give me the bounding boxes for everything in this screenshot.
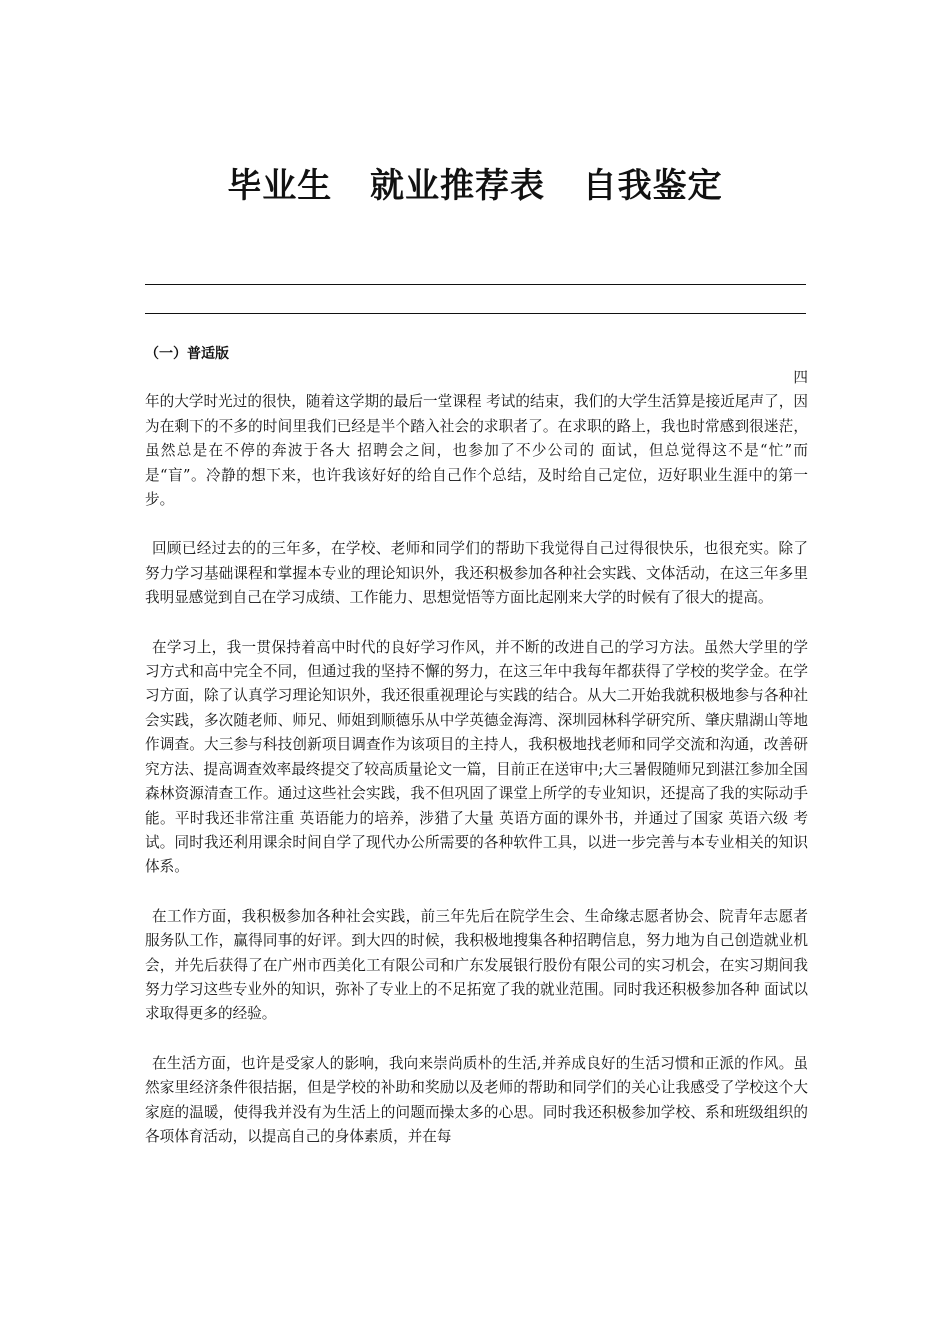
header-rule-bottom: [145, 313, 806, 314]
paragraph-study: 在学习上，我一贯保持着高中时代的良好学习作风，并不断的改进自己的学习方法。虽然大学里的学习方式和高中完全不同，但通过我的坚持不懈的努力，在这三年中我每年都获得了学校的奖学金。在学习方面，除了认真学习理论知识外，我还很重视理论与实践的结合。从大二开始我就积极地参与各种社会实践，多次随老师、师兄、师姐到顺德乐从中学英德金海湾、深圳园林科学研究所、肇庆鼎湖山等地作调查。大三参与科技创新项目调查作为该项目的主持人，我积极地找老师和同学交流和沟通，改善研究方法、提高调查效率最终提交了较高质量论文一篇，目前正在送审中;大三暑假随师兄到湛江参加全国森林资源清查工作。通过这些社会实践，我不但巩固了课堂上所学的专业知识，还提高了我的实际动手能。平时我还非常注重 英语能力的培养，涉猎了大量 英语方面的课外书，并通过了国家 英语六级 考试。同时我还利用课余时间自学了现代办公所需要的各种软件工具，以进一步完善与本专业相关的知识体系。: [145, 638, 808, 876]
paragraph-life: 在生活方面，也许是受家人的影响，我向来崇尚质朴的生活,并养成良好的生活习惯和正派的作风。虽然家里经济条件很拮据，但是学校的补助和奖励以及老师的帮助和同学们的关心让我感受了学校这个大家庭的温暖，使得我并没有为生活上的问题而操太多的心思。同时我还积极参加学校、系和班级组织的各项体育活动，以提高自己的身体素质，并在每: [145, 1054, 808, 1145]
paragraph-intro: 年的大学时光过的很快，随着这学期的最后一堂课程 考试的结束，我们的大学生活算是接近尾声了，因为在剩下的不多的时间里我们已经是半个踏入社会的求职者了。在求职的路上，我也时常感到很迷茫，虽然总是在不停的奔波于各大 招聘会之间，也参加了不少公司的 面试，但总觉得这不是“忙”而是“盲”。冷静的想下来，也许我该好好的给自己作个总结，及时给自己定位，迈好职业生涯中的第一步。: [145, 393, 808, 509]
header-rule-top: [145, 284, 806, 285]
section-heading: （一）普适版: [145, 346, 229, 362]
paragraph-review: 回顾已经过去的的三年多，在学校、老师和同学们的帮助下我觉得自己过得很快乐，也很充实。除了努力学习基础课程和掌握本专业的理论知识外，我还积极参加各种社会实践、文体活动，在这三年多里我明显感觉到自己在学习成绩、工作能力、思想觉悟等方面比起刚来大学的时候有了很大的提高。: [145, 540, 808, 607]
document-body: [145, 366, 808, 1174]
paragraph-work: 在工作方面，我积极参加各种社会实践，前三年先后在院学生会、生命缘志愿者协会、院青年志愿者服务队工作，赢得同事的好评。到大四的时候，我积极地搜集各种招聘信息，努力地为自己创造就业机会，并先后获得了在广州市西美化工有限公司和广东发展银行股份有限公司的实习机会，在实习期间我努力学习这些专业外的知识，弥补了专业上的不足拓宽了我的就业范围。同时我还积极参加各种 面试以求取得更多的经验。: [145, 907, 808, 1023]
first-character: 四: [793, 369, 808, 386]
document-title: 毕业生 就业推荐表 自我鉴定: [227, 166, 723, 206]
